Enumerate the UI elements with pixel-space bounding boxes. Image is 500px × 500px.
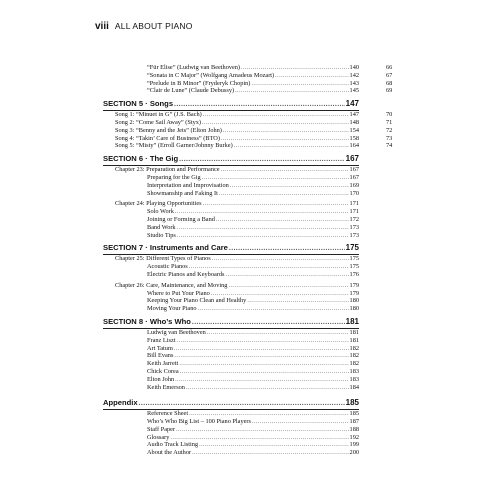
dot-leader xyxy=(225,271,348,279)
toc-entry-title: Keith Jarrett xyxy=(147,360,179,368)
toc-entry-page: 173 xyxy=(349,231,359,239)
toc-entry-title: Keith Emerson xyxy=(147,383,185,391)
dot-leader xyxy=(177,232,349,240)
dot-leader xyxy=(223,127,349,135)
toc-chapter-entry xyxy=(103,127,359,135)
toc-entry-page: 192 xyxy=(349,433,359,441)
toc-entry-page: 181 xyxy=(349,328,359,336)
toc-entry xyxy=(103,434,359,442)
toc-entry-title: Interpretation and Improvisation xyxy=(147,181,229,189)
toc-entry-page: 185 xyxy=(345,398,359,408)
dot-leader xyxy=(203,200,349,208)
toc-entry xyxy=(103,174,359,182)
toc-entry-title: “Clair de Lune” (Claude Debussy) xyxy=(147,87,235,95)
toc-entry xyxy=(103,329,359,337)
toc-chapter-entry xyxy=(103,142,359,150)
dot-leader xyxy=(252,418,349,426)
dot-leader xyxy=(275,72,348,80)
toc-entry xyxy=(103,384,359,392)
toc-entry-page: 158 xyxy=(349,134,359,142)
toc-entry-page: 147 xyxy=(349,111,359,119)
toc-entry-page: 167 xyxy=(349,166,359,174)
toc-entry-title: Bill Evans xyxy=(147,352,174,360)
toc-chapter-entry xyxy=(103,119,359,127)
toc-entry-page: 185 xyxy=(349,410,359,418)
toc-entry-title: Song 1: “Minuet in G” (J.S. Bach) xyxy=(115,111,202,119)
toc-entry-page: 169 xyxy=(349,181,359,189)
track-number: 68 xyxy=(386,80,393,87)
toc-entry xyxy=(103,368,359,376)
toc-entry-page: 179 xyxy=(349,289,359,297)
dot-leader xyxy=(211,290,349,298)
toc-entry xyxy=(103,376,359,384)
toc-entry-title: Elton John xyxy=(147,375,175,383)
toc-entry-title: About the Author xyxy=(147,449,192,457)
toc-entry-page: 142 xyxy=(349,71,359,79)
toc-entry-title: SECTION 6 · The Gig xyxy=(103,154,179,164)
dot-leader xyxy=(180,368,349,376)
toc-entry xyxy=(103,216,359,224)
toc-entry-title: “Prelude in B Minor” (Fryderyk Chopin) xyxy=(147,79,251,87)
toc-entry-page: 179 xyxy=(349,281,359,289)
toc-section-heading xyxy=(103,397,359,410)
toc-entry-page: 167 xyxy=(349,173,359,181)
toc-entry xyxy=(103,290,359,298)
toc-entry-page: 181 xyxy=(349,336,359,344)
toc-entry-page: 182 xyxy=(349,344,359,352)
toc-entry-page: 183 xyxy=(349,375,359,383)
toc-entry-page: 173 xyxy=(349,223,359,231)
toc-entry xyxy=(103,64,359,72)
toc-entry xyxy=(103,360,359,368)
toc-entry-title: Song 2: “Come Sail Away” (Styx) xyxy=(115,118,201,126)
toc-entry-title: Band Work xyxy=(147,223,176,231)
toc-entry-page: 199 xyxy=(349,441,359,449)
dot-leader xyxy=(176,426,349,434)
toc-entry-title: “Sonata in C Major” (Wolfgang Amadeus Mozart) xyxy=(147,71,275,79)
toc-entry-title: SECTION 5 · Songs xyxy=(103,99,174,109)
toc-chapter-entry xyxy=(103,200,359,208)
toc-entry-page: 183 xyxy=(349,367,359,375)
toc-entry-title: Showmanship and Faking It xyxy=(147,189,218,197)
toc-entry-title: Song 3: “Benny and the Jets” (Elton John) xyxy=(115,126,222,134)
toc-entry xyxy=(103,345,359,353)
toc-entry xyxy=(103,418,359,426)
dot-leader xyxy=(251,80,348,88)
toc-entry xyxy=(103,182,359,190)
toc-entry-title: Who’s Who Big List – 100 Piano Players xyxy=(147,418,251,426)
toc-entry-page: 181 xyxy=(345,316,359,326)
dot-leader xyxy=(203,111,349,119)
dot-leader xyxy=(139,397,345,409)
toc-chapter-entry xyxy=(103,282,359,290)
toc-entry xyxy=(103,87,359,95)
track-number: 70 xyxy=(386,111,393,118)
toc-entry xyxy=(103,449,359,457)
running-header xyxy=(95,20,193,32)
toc-entry-title: Chapter 25: Different Types of Pianos xyxy=(115,255,211,263)
toc-entry-page: 200 xyxy=(349,449,359,457)
dot-leader xyxy=(174,352,348,360)
dot-leader xyxy=(229,242,345,254)
dot-leader xyxy=(212,255,349,263)
dot-leader xyxy=(230,182,349,190)
toc-entry xyxy=(103,224,359,232)
dot-leader xyxy=(221,135,349,143)
toc-entry-title: Chapter 24: Playing Opportunities xyxy=(115,200,202,208)
toc-entry-title: Appendix xyxy=(103,398,138,408)
toc-entry-page: 145 xyxy=(349,87,359,95)
toc-entry-title: Ludwig van Beethoven xyxy=(147,328,206,336)
toc-entry-title: Acoustic Pianos xyxy=(147,263,188,271)
dot-leader xyxy=(207,329,349,337)
toc-entry xyxy=(103,190,359,198)
dot-leader xyxy=(189,410,348,418)
toc-section-heading xyxy=(103,153,359,166)
toc-chapter-entry xyxy=(103,255,359,263)
toc-entry-page: 167 xyxy=(345,154,359,164)
dot-leader xyxy=(247,297,348,305)
toc-entry xyxy=(103,232,359,240)
toc-entry-page: 147 xyxy=(345,99,359,109)
toc-entry-title: Song 4: “Takin’ Care of Business” (BTO) xyxy=(115,134,220,142)
track-number: 71 xyxy=(386,119,393,126)
toc-entry-title: Chapter 26: Care, Maintenance, and Moving xyxy=(115,281,228,289)
track-number: 67 xyxy=(386,72,393,79)
toc-entry-page: 175 xyxy=(345,243,359,253)
toc-chapter-entry xyxy=(103,166,359,174)
toc-entry-page: 154 xyxy=(349,126,359,134)
toc-section-heading xyxy=(103,98,359,111)
toc-entry-title: Studio Tips xyxy=(147,231,176,239)
dot-leader xyxy=(186,384,349,392)
toc-entry xyxy=(103,271,359,279)
toc-entry-title: Art Tatum xyxy=(147,344,173,352)
toc-entry-title: Staff Paper xyxy=(147,425,176,433)
dot-leader xyxy=(234,142,349,150)
toc-section-heading xyxy=(103,242,359,255)
track-number: 73 xyxy=(386,135,393,142)
toc-entry-title: “Für Elise” (Ludwig van Beethoven) xyxy=(147,64,241,71)
toc-entry-page: 143 xyxy=(349,79,359,87)
toc-entry-title: SECTION 8 · Who’s Who xyxy=(103,316,191,326)
toc-entry-title: Song 5: “Misty” (Erroll Garner/Johnny Burke) xyxy=(115,142,233,150)
toc-entry-page: 180 xyxy=(349,305,359,313)
toc-chapter-entry xyxy=(103,111,359,119)
table-of-contents xyxy=(103,64,359,457)
toc-entry-page: 172 xyxy=(349,215,359,223)
dot-leader xyxy=(192,316,345,328)
page-number: viii xyxy=(95,20,109,32)
toc-entry-page: 187 xyxy=(349,418,359,426)
toc-entry-page: 175 xyxy=(349,255,359,263)
toc-chapter-entry xyxy=(103,135,359,143)
toc-entry-title: Where to Put Your Piano xyxy=(147,289,210,297)
dot-leader xyxy=(228,282,348,290)
track-number: 74 xyxy=(386,142,393,149)
toc-entry xyxy=(103,426,359,434)
dot-leader xyxy=(175,376,348,384)
toc-entry xyxy=(103,410,359,418)
dot-leader xyxy=(221,166,349,174)
dot-leader xyxy=(174,98,345,110)
dot-leader xyxy=(175,208,349,216)
toc-entry-title: Preparing for the Gig xyxy=(147,173,201,181)
toc-entry-page: 164 xyxy=(349,142,359,150)
track-number: 66 xyxy=(386,64,393,71)
toc-spacer xyxy=(103,391,359,394)
toc-entry-title: Chapter 23: Preparation and Performance xyxy=(115,166,220,174)
dot-leader xyxy=(198,305,349,313)
toc-entry xyxy=(103,263,359,271)
toc-entry xyxy=(103,337,359,345)
toc-entry-page: 171 xyxy=(349,200,359,208)
dot-leader xyxy=(179,153,345,165)
dot-leader xyxy=(235,87,348,95)
toc-entry-title: Glossary xyxy=(147,433,170,441)
toc-entry xyxy=(103,80,359,88)
toc-entry-title: SECTION 7 · Instruments and Care xyxy=(103,243,228,253)
toc-entry-page: 180 xyxy=(349,297,359,305)
dot-leader xyxy=(202,174,349,182)
toc-entry xyxy=(103,352,359,360)
toc-entry-title: Franz Liszt xyxy=(147,336,176,344)
dot-leader xyxy=(189,263,349,271)
dot-leader xyxy=(199,441,348,449)
toc-entry-title: Moving Your Piano xyxy=(147,305,197,313)
toc-entry xyxy=(103,297,359,305)
toc-entry-title: Electric Pianos and Keyboards xyxy=(147,270,225,278)
toc-entry-page: 170 xyxy=(349,189,359,197)
dot-leader xyxy=(241,64,349,72)
toc-entry xyxy=(103,208,359,216)
running-head: ALL ABOUT PIANO xyxy=(114,21,193,31)
toc-entry xyxy=(103,72,359,80)
toc-entry-page: 175 xyxy=(349,263,359,271)
toc-entry-title: Reference Sheet xyxy=(147,410,189,418)
dot-leader xyxy=(216,216,349,224)
dot-leader xyxy=(177,337,349,345)
toc-entry-title: Chick Corea xyxy=(147,367,179,375)
toc-entry-page: 184 xyxy=(349,383,359,391)
dot-leader xyxy=(219,190,349,198)
toc-entry-page: 176 xyxy=(349,270,359,278)
toc-entry xyxy=(103,305,359,313)
dot-leader xyxy=(170,434,348,442)
dot-leader xyxy=(177,224,349,232)
toc-entry-page: 182 xyxy=(349,360,359,368)
toc-entry-title: Keeping Your Piano Clean and Healthy xyxy=(147,297,247,305)
toc-entry xyxy=(103,441,359,449)
toc-section-heading xyxy=(103,316,359,329)
toc-entry-page: 188 xyxy=(349,425,359,433)
track-number: 69 xyxy=(386,87,393,94)
toc-entry-title: Audio Track Listing xyxy=(147,441,199,449)
dot-leader xyxy=(174,345,349,353)
toc-entry-title: Solo Work xyxy=(147,208,174,216)
toc-entry-page: 148 xyxy=(349,118,359,126)
toc-entry-page: 140 xyxy=(349,64,359,71)
toc-entry-page: 171 xyxy=(349,208,359,216)
toc-entry-title: Joining or Forming a Band xyxy=(147,215,215,223)
dot-leader xyxy=(202,119,349,127)
dot-leader xyxy=(179,360,348,368)
dot-leader xyxy=(192,449,348,457)
toc-entry-page: 182 xyxy=(349,352,359,360)
track-number: 72 xyxy=(386,127,393,134)
